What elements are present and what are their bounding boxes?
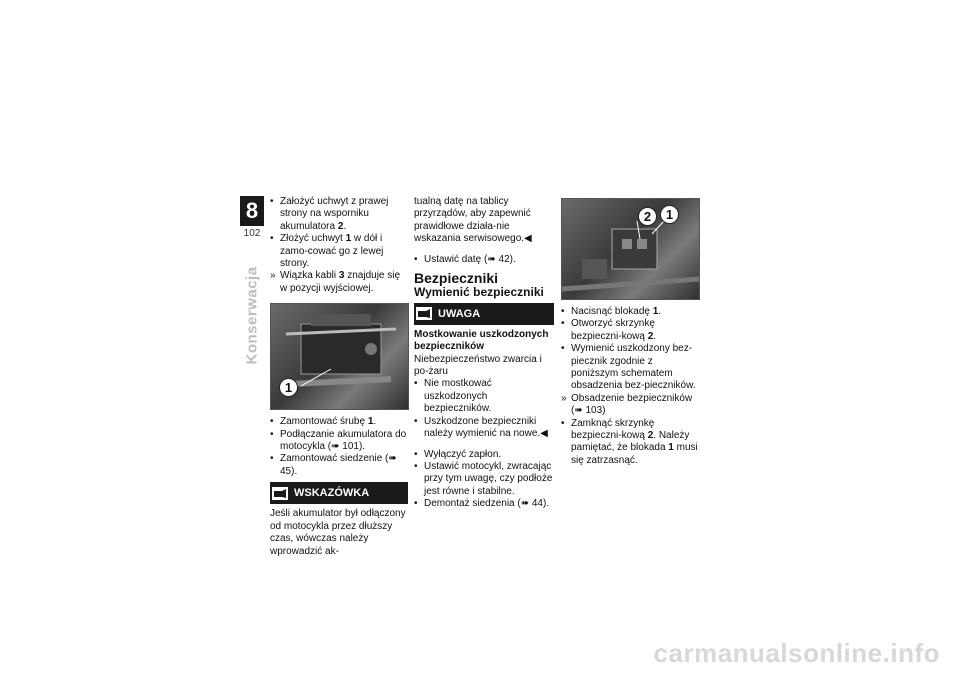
page-number: 102: [243, 228, 261, 239]
callout-1: 1: [660, 205, 679, 224]
watermark: carmanualsonline.info: [653, 638, 940, 668]
subsection-heading: Wymienić bezpieczniki: [414, 285, 544, 300]
list-item: • Złożyć uchwyt 1 w dół i zamo-cować go z lewej strony.: [270, 233, 384, 270]
list-item: • Uszkodzone bezpieczniki należy wymienić na nowe.◀: [414, 415, 548, 440]
list-item: • Zamontować śrubę 1.: [270, 416, 377, 428]
list-item: • Wyłączyć zapłon.: [414, 448, 502, 460]
tip-banner: [270, 482, 408, 504]
section-heading: Bezpieczniki: [414, 270, 499, 287]
list-item: • Otworzyć skrzynkę bezpieczni-kową 2.: [561, 318, 657, 342]
battery-photo: [270, 303, 409, 410]
column-2: [414, 196, 554, 511]
chapter-title: Konserwacja: [243, 266, 261, 365]
warning-banner: [414, 303, 554, 325]
tip-text-continued: tualną datę na tablicy przyrządów, aby zapewnić prawidłowe działa-nie wskazania serwisowego.◀: [414, 196, 532, 245]
tip-text: Jeśli akumulator był odłączony od motocykla przez dłuższy czas, wówczas należy wprowadzić ak-: [270, 508, 406, 557]
tip-label: WSKAZÓWKA: [294, 487, 370, 500]
list-item: • Nie mostkować uszkodzonych bezpieczników.: [414, 378, 492, 415]
warning-label: UWAGA: [438, 307, 481, 320]
warning-title: Mostkowanie uszkodzonych bezpieczników: [414, 328, 549, 353]
chapter-tab: [240, 196, 264, 239]
list-item: • Ustawić motocykl, zwracając przy tym uwagę, czy podłoże jest równe i stabilne.: [414, 460, 553, 497]
column-1: [270, 196, 408, 558]
list-item: • Nacisnąć blokadę 1.: [561, 306, 662, 317]
list-item: • Założyć uchwyt z prawej strony na wsporniku akumulatora 2.: [270, 196, 389, 232]
list-item: • Demontaż siedzenia (➠ 44).: [414, 498, 550, 510]
tip-icon: [272, 487, 288, 500]
list-item: » Obsadzenie bezpieczników (➠ 103): [561, 392, 693, 417]
list-item: • Ustawić datę (➠ 42).: [414, 253, 516, 265]
warning-icon: [416, 307, 432, 320]
list-item: » Wiązka kabli 3 znajduje się w pozycji wyjściowej.: [270, 270, 401, 294]
fuse-box-photo: [561, 198, 700, 300]
column-3: [561, 196, 701, 467]
list-item: • Zamontować siedzenie (➠ 45).: [270, 453, 397, 477]
chapter-number: 8: [240, 196, 264, 226]
list-item: • Zamknąć skrzynkę bezpieczni-kową 2. Należy pamiętać, że blokada 1 musi się zatrzasnąć.: [561, 417, 698, 466]
callout-2: 2: [638, 207, 657, 226]
warning-text: Niebezpieczeństwo zwarcia i po-żaru: [414, 353, 542, 378]
callout-1: 1: [279, 378, 298, 397]
list-item: • Wymienić uszkodzony bez-piecznik zgodnie z poniższym schematem obsadzenia bez-pieczników.: [561, 343, 696, 392]
list-item: • Podłączanie akumulatora do motocykla (➠ 101).: [270, 428, 407, 453]
